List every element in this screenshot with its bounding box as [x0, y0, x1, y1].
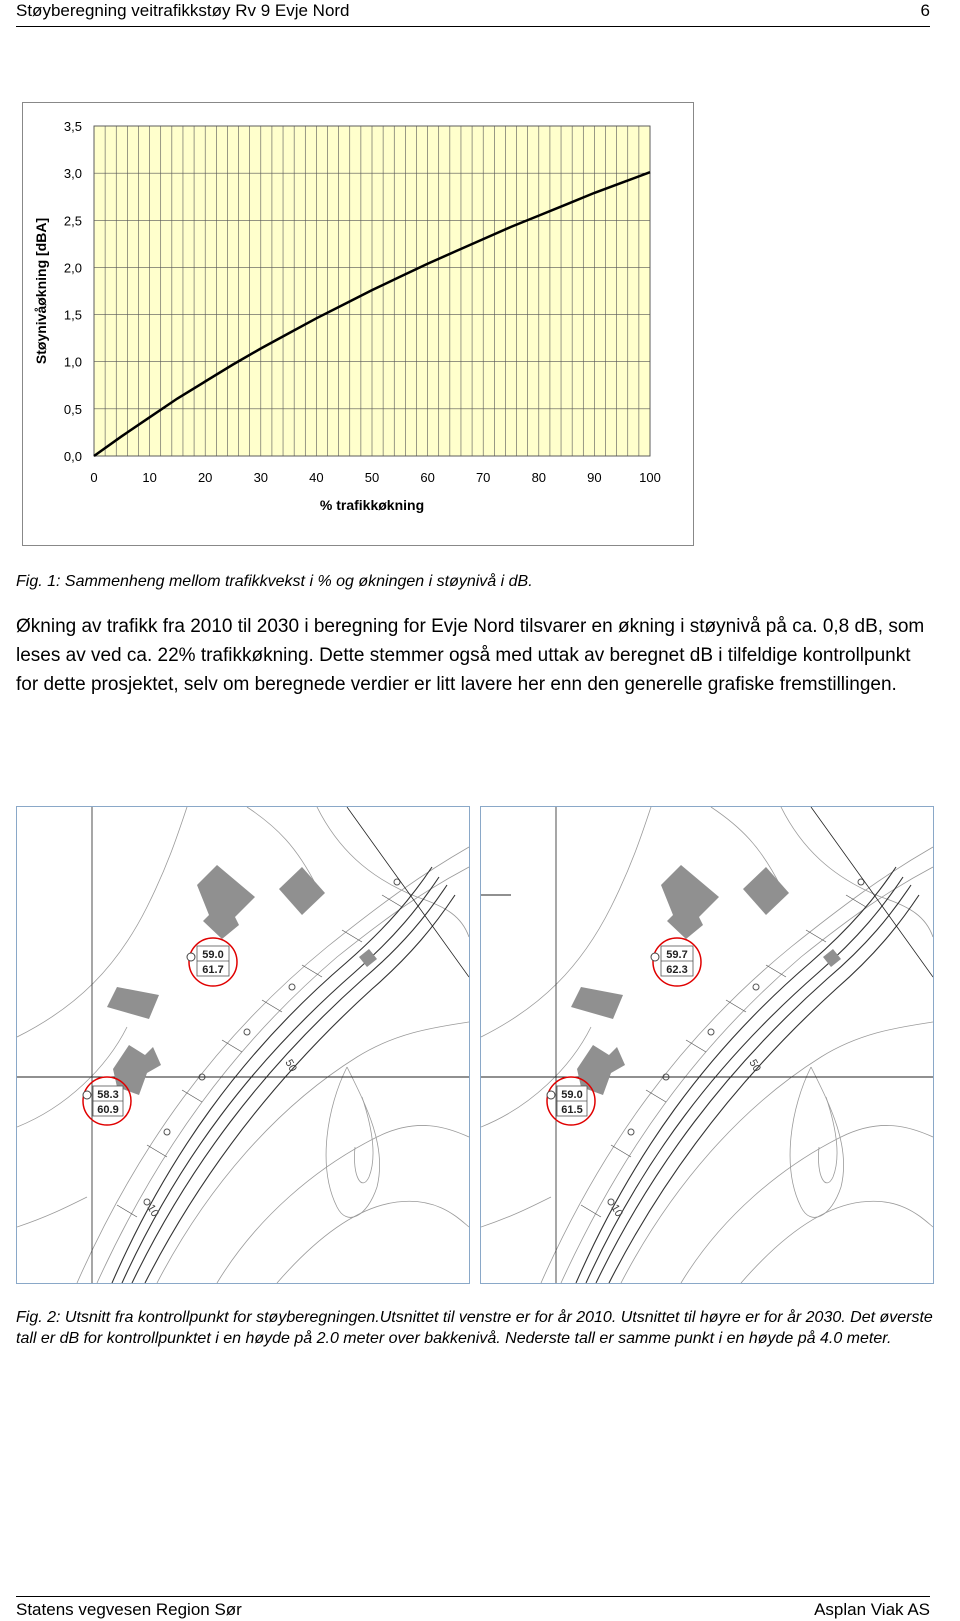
- contour-label: 50: [746, 1057, 763, 1075]
- map-2010: [16, 806, 470, 1284]
- point-a-top-value: 59.0: [202, 949, 224, 961]
- footer-left: Statens vegvesen Region Sør: [16, 1600, 242, 1619]
- y-tick-label: 0,5: [63, 401, 82, 417]
- control-point-b: [547, 1077, 595, 1125]
- x-tick-label: 10: [142, 470, 157, 485]
- x-axis-label: % trafikkøkning: [319, 497, 425, 513]
- x-tick-label: 100: [639, 470, 661, 485]
- page-header: [16, 0, 930, 27]
- y-tick-label: 3,0: [63, 166, 82, 182]
- map-2030: [480, 806, 934, 1284]
- y-tick-label: 0,0: [63, 449, 82, 464]
- x-tick-label: 60: [420, 470, 435, 485]
- contour-label: 10: [608, 1202, 625, 1220]
- page-number: 6: [920, 1, 930, 20]
- body-paragraph: Økning av trafikk fra 2010 til 2030 i beregning for Evje Nord tilsvarer en økning i støynivå på ca. 0,8 dB, som leses av ved ca. 22% trafikkøkning. Dette stemmer også med uttak av beregnet dB i tilfeldige kontrollpunkt for dette prosjektet, selv om beregnede verdier er litt lavere her enn den generelle grafiske fremstillingen.: [16, 616, 925, 695]
- point-b-bottom-value: 60.9: [97, 1104, 119, 1116]
- control-point-a: [651, 938, 701, 986]
- point-b-bottom-value: 61.5: [561, 1104, 583, 1116]
- x-tick-label: 90: [587, 470, 602, 485]
- control-point-b: [83, 1077, 131, 1125]
- y-tick-label: 2,5: [63, 213, 82, 229]
- point-b-top-value: 59.0: [561, 1089, 583, 1101]
- point-a-bottom-value: 62.3: [666, 964, 688, 976]
- figure-2-caption: Fig. 2: Utsnitt fra kontrollpunkt for støyberegningen.Utsnittet til venstre er for år 2010. Utsnittet til høyre er for år 2030. Det øverste tall er dB for kontrollpunktet i en høyde på 2.0 meter over bakkenivå. Nederste tall er samme punkt i en høyde på 4.0 meter.: [16, 1309, 933, 1347]
- noise-increase-chart: [22, 102, 694, 546]
- page-footer: [16, 1596, 930, 1619]
- contour-label: 10: [144, 1202, 161, 1220]
- y-tick-label: 3,5: [63, 119, 82, 134]
- y-axis-label: Støynivåøkning [dBA]: [33, 217, 49, 365]
- x-tick-label: 40: [309, 470, 324, 485]
- y-tick-label: 1,0: [63, 354, 82, 370]
- document-title: Støyberegning veitrafikkstøy Rv 9 Evje Nord: [16, 1, 350, 20]
- x-tick-label: 50: [364, 470, 380, 485]
- x-tick-label: 20: [197, 470, 213, 485]
- y-tick-label: 2,0: [63, 260, 82, 276]
- y-tick-label: 1,5: [63, 307, 82, 323]
- x-tick-label: 80: [531, 470, 547, 485]
- footer-right: Asplan Viak AS: [814, 1600, 930, 1619]
- x-tick-label: 0: [90, 470, 98, 485]
- contour-label: 50: [282, 1057, 299, 1075]
- point-a-bottom-value: 61.7: [202, 964, 224, 976]
- x-tick-label: 30: [253, 470, 269, 485]
- point-b-top-value: 58.3: [97, 1089, 119, 1101]
- control-point-a: [187, 938, 237, 986]
- point-a-top-value: 59.7: [666, 949, 688, 961]
- x-tick-label: 70: [475, 470, 491, 485]
- figure-1-caption: Fig. 1: Sammenheng mellom trafikkvekst i % og økningen i støynivå i dB.: [16, 573, 533, 590]
